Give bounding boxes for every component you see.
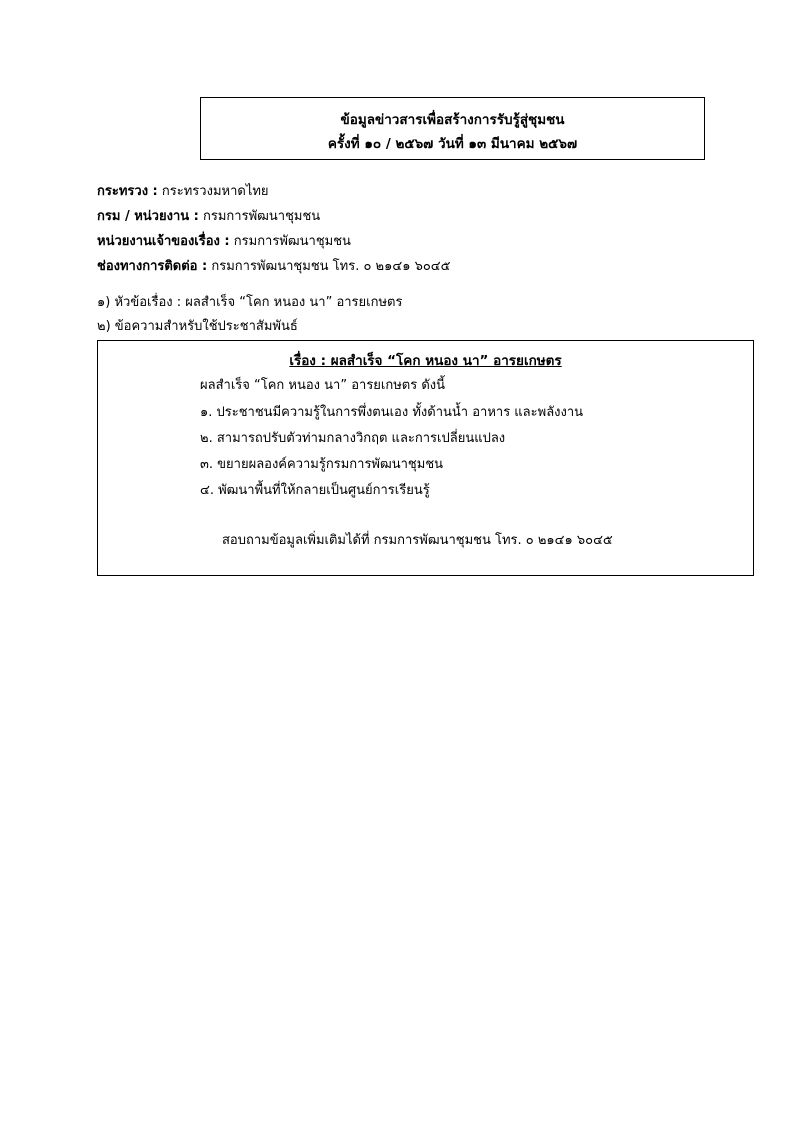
ministry-row (97, 180, 269, 201)
announcement-title: เรื่อง : ผลสำเร็จ “โคก หนอง นา” อารยเกษตร (289, 353, 562, 369)
ministry-value: กระทรวงมหาดไทย (161, 184, 269, 199)
announcement-point-3: ๓. ขยายผลองค์ความรู้กรมการพัฒนาชุมชน (200, 457, 444, 472)
department-row (97, 205, 320, 226)
topic-item-2: ๒) ข้อความสำหรับใช้ประชาสัมพันธ์ (97, 319, 298, 334)
topic-item-1: ๑) หัวข้อเรื่อง : ผลสำเร็จ “โคก หนอง นา” อารยเกษตร (97, 295, 403, 310)
announcement-contact: สอบถามข้อมูลเพิ่มเติมได้ที่ กรมการพัฒนาชุมชน โทร. ๐ ๒๑๔๑ ๖๐๔๕ (222, 533, 613, 548)
owner-value: กรมการพัฒนาชุมชน (233, 234, 351, 249)
department-value: กรมการพัฒนาชุมชน (203, 209, 321, 224)
contact-row (97, 255, 450, 276)
contact-value: กรมการพัฒนาชุมชน โทร. ๐ ๒๑๔๑ ๖๐๔๕ (211, 259, 451, 274)
department-label: กรม / หน่วยงาน : (97, 209, 199, 224)
issue-line: ครั้งที่ ๑๐ / ๒๕๖๗ วันที่ ๑๓ มีนาคม ๒๕๖๗ (327, 136, 578, 152)
owner-row (97, 230, 351, 251)
announcement-point-1: ๑. ประชาชนมีความรู้ในการพึ่งตนเอง ทั้งด้านน้ำ อาหาร และพลังงาน (200, 405, 584, 420)
announcement-point-2: ๒. สามารถปรับตัวท่ามกลางวิกฤต และการเปลี่ยนแปลง (200, 431, 506, 446)
document-title: ข้อมูลข่าวสารเพื่อสร้างการรับรู้สู่ชุมชน (340, 112, 565, 128)
announcement-point-4: ๔. พัฒนาพื้นที่ให้กลายเป็นศูนย์การเรียนรู้ (200, 483, 430, 498)
header-box (200, 97, 705, 160)
announcement-intro: ผลสำเร็จ “โคก หนอง นา” อารยเกษตร ดังนี้ (200, 378, 446, 393)
ministry-label: กระทรวง : (97, 184, 158, 199)
owner-label: หน่วยงานเจ้าของเรื่อง : (97, 234, 230, 249)
contact-label: ช่องทางการติดต่อ : (97, 259, 208, 274)
announcement-box (97, 340, 754, 576)
